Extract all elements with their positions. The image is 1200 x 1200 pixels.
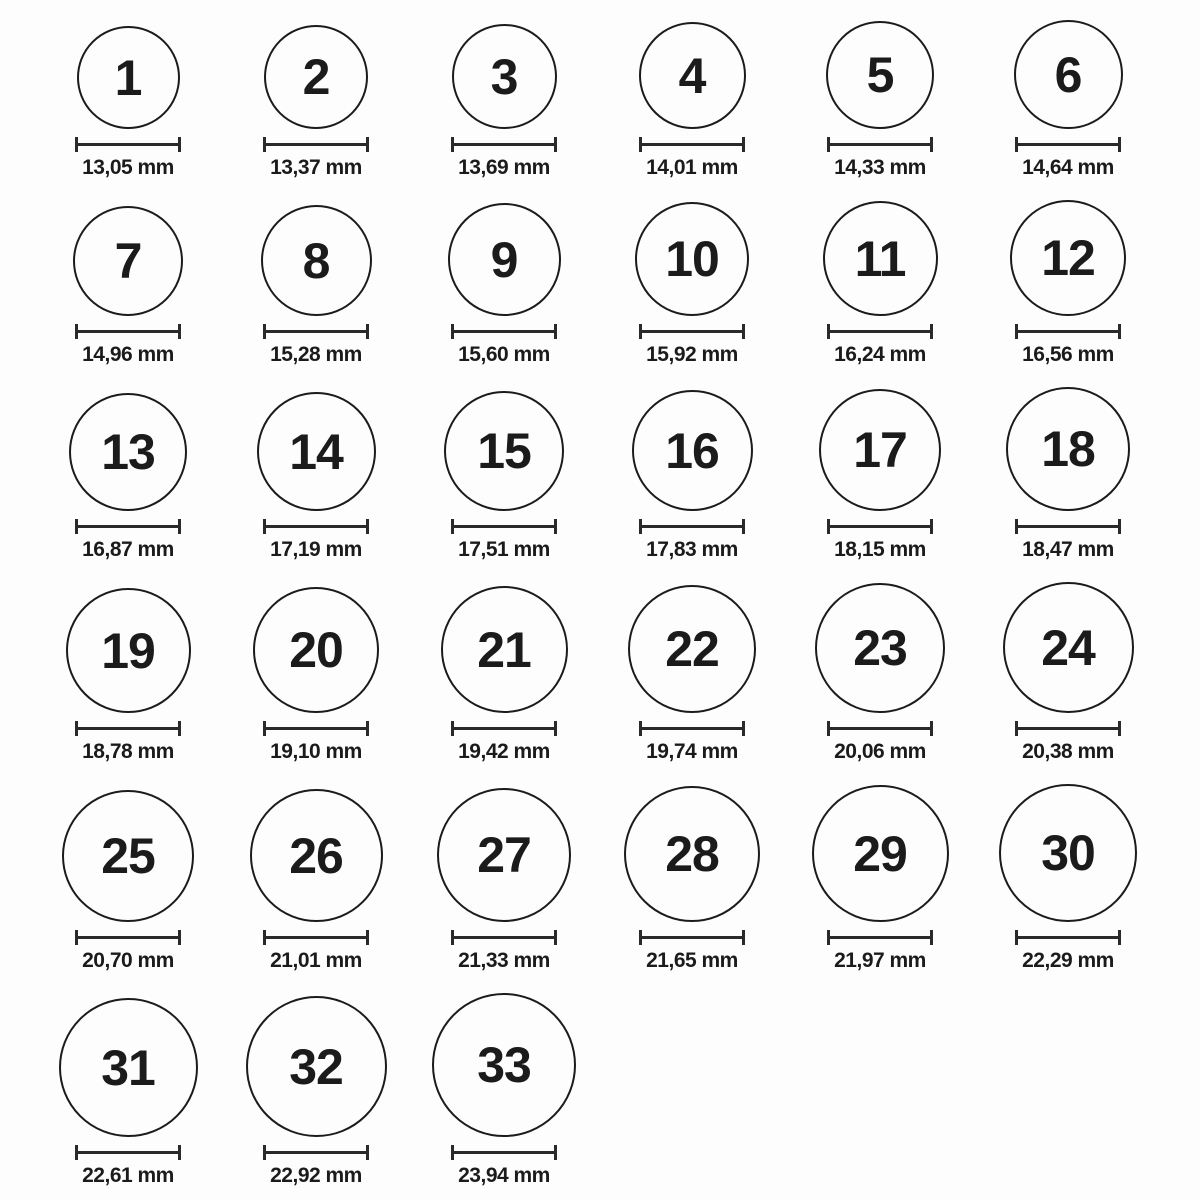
ring-size-cell xyxy=(34,588,222,764)
diameter-label: 18,78 mm xyxy=(82,740,174,763)
ring-size-cell xyxy=(34,26,222,180)
ring-circle xyxy=(250,789,383,922)
ring-size-number: 25 xyxy=(101,828,155,884)
ring-size-number: 12 xyxy=(1041,230,1095,286)
diameter-measure-line xyxy=(451,721,557,736)
measure-endcap-right-icon xyxy=(554,137,557,152)
ring-size-number: 6 xyxy=(1054,46,1082,103)
measure-endcap-right-icon xyxy=(1118,721,1121,736)
diameter-label: 15,60 mm xyxy=(458,343,550,366)
ring-size-cell xyxy=(786,583,974,764)
measure-bar xyxy=(454,330,554,333)
measure-bar xyxy=(78,330,178,333)
diameter-measure-line xyxy=(263,1145,369,1160)
ring-size-number: 4 xyxy=(678,47,706,104)
ring-size-number: 9 xyxy=(490,231,518,288)
ring-size-number: 30 xyxy=(1041,825,1095,881)
diameter-measure-line xyxy=(451,1145,557,1160)
ring-circle xyxy=(1014,20,1123,129)
ring-size-cell xyxy=(222,392,410,562)
measure-endcap-right-icon xyxy=(178,137,181,152)
ring-size-cell xyxy=(786,785,974,973)
diameter-label: 13,69 mm xyxy=(458,156,550,179)
measure-endcap-right-icon xyxy=(366,324,369,339)
measure-endcap-right-icon xyxy=(366,930,369,945)
ring-size-cell xyxy=(410,203,598,367)
measure-bar xyxy=(454,1151,554,1154)
measure-endcap-right-icon xyxy=(930,721,933,736)
measure-bar xyxy=(830,330,930,333)
ring-size-cell xyxy=(34,790,222,973)
diameter-measure-line xyxy=(75,721,181,736)
diameter-measure-line xyxy=(827,324,933,339)
ring-circle xyxy=(999,784,1137,922)
measure-bar xyxy=(642,143,742,146)
diameter-label: 21,01 mm xyxy=(270,949,362,972)
measure-endcap-right-icon xyxy=(178,930,181,945)
ring-circle xyxy=(1006,387,1130,511)
measure-bar xyxy=(78,143,178,146)
diameter-measure-line xyxy=(263,930,369,945)
measure-endcap-right-icon xyxy=(554,1145,557,1160)
diameter-label: 15,28 mm xyxy=(270,343,362,366)
ring-size-number: 14 xyxy=(289,423,343,480)
ring-circle xyxy=(66,588,191,713)
ring-circle xyxy=(1010,200,1126,316)
measure-endcap-right-icon xyxy=(366,519,369,534)
ring-size-cell xyxy=(598,786,786,973)
diameter-measure-line xyxy=(1015,721,1121,736)
ring-circle xyxy=(1003,582,1134,713)
measure-bar xyxy=(266,727,366,730)
measure-bar xyxy=(642,936,742,939)
ring-size-cell xyxy=(222,587,410,764)
diameter-measure-line xyxy=(639,324,745,339)
ring-circle xyxy=(73,206,183,316)
measure-bar xyxy=(1018,143,1118,146)
diameter-label: 21,33 mm xyxy=(458,949,550,972)
ring-size-number: 15 xyxy=(477,423,531,479)
measure-bar xyxy=(454,525,554,528)
diameter-label: 15,92 mm xyxy=(646,343,738,366)
measure-endcap-right-icon xyxy=(366,1145,369,1160)
ring-circle xyxy=(639,22,746,129)
ring-size-cell xyxy=(974,582,1162,764)
diameter-measure-line xyxy=(263,721,369,736)
ring-circle xyxy=(246,996,387,1137)
ring-circle xyxy=(69,393,187,511)
ring-size-cell xyxy=(598,22,786,180)
diameter-label: 20,38 mm xyxy=(1022,740,1114,763)
measure-bar xyxy=(830,143,930,146)
ring-size-number: 26 xyxy=(289,827,343,884)
ring-size-number: 20 xyxy=(289,622,343,678)
diameter-measure-line xyxy=(451,324,557,339)
ring-circle xyxy=(815,583,945,713)
measure-endcap-right-icon xyxy=(1118,519,1121,534)
diameter-label: 14,01 mm xyxy=(646,156,738,179)
chart-row xyxy=(34,387,1200,562)
measure-endcap-right-icon xyxy=(178,324,181,339)
measure-bar xyxy=(454,727,554,730)
diameter-measure-line xyxy=(827,930,933,945)
ring-circle xyxy=(448,203,561,316)
chart-row xyxy=(34,20,1200,180)
diameter-label: 20,06 mm xyxy=(834,740,926,763)
ring-circle xyxy=(62,790,194,922)
ring-size-number: 29 xyxy=(853,825,907,882)
measure-endcap-right-icon xyxy=(554,324,557,339)
diameter-measure-line xyxy=(639,721,745,736)
diameter-measure-line xyxy=(75,137,181,152)
ring-size-cell xyxy=(222,789,410,973)
ring-circle xyxy=(441,586,568,713)
diameter-label: 18,47 mm xyxy=(1022,538,1114,561)
ring-circle xyxy=(632,390,753,511)
ring-size-number: 5 xyxy=(866,47,894,103)
ring-size-cell xyxy=(410,993,598,1188)
chart-row xyxy=(34,200,1200,367)
measure-endcap-right-icon xyxy=(742,519,745,534)
measure-endcap-right-icon xyxy=(178,519,181,534)
measure-endcap-right-icon xyxy=(366,721,369,736)
diameter-label: 13,37 mm xyxy=(270,156,362,179)
ring-circle xyxy=(432,993,576,1137)
measure-bar xyxy=(642,525,742,528)
diameter-label: 21,97 mm xyxy=(834,949,926,972)
diameter-label: 22,29 mm xyxy=(1022,949,1114,972)
measure-endcap-right-icon xyxy=(1118,324,1121,339)
diameter-label: 19,42 mm xyxy=(458,740,550,763)
ring-size-cell xyxy=(974,784,1162,973)
diameter-measure-line xyxy=(827,721,933,736)
measure-bar xyxy=(266,1151,366,1154)
measure-endcap-right-icon xyxy=(554,930,557,945)
diameter-label: 14,33 mm xyxy=(834,156,926,179)
measure-endcap-right-icon xyxy=(930,930,933,945)
diameter-measure-line xyxy=(1015,930,1121,945)
measure-endcap-right-icon xyxy=(1118,930,1121,945)
diameter-measure-line xyxy=(263,324,369,339)
diameter-measure-line xyxy=(639,930,745,945)
chart-row xyxy=(34,784,1200,973)
ring-size-number: 24 xyxy=(1041,619,1095,676)
diameter-label: 16,24 mm xyxy=(834,343,926,366)
measure-endcap-right-icon xyxy=(742,137,745,152)
measure-endcap-right-icon xyxy=(554,519,557,534)
measure-endcap-right-icon xyxy=(742,930,745,945)
ring-size-number: 17 xyxy=(853,422,907,478)
measure-bar xyxy=(266,936,366,939)
diameter-measure-line xyxy=(263,137,369,152)
ring-size-cell xyxy=(410,24,598,180)
measure-endcap-right-icon xyxy=(178,1145,181,1160)
measure-bar xyxy=(454,143,554,146)
measure-endcap-right-icon xyxy=(554,721,557,736)
ring-size-cell xyxy=(974,20,1162,180)
diameter-label: 19,74 mm xyxy=(646,740,738,763)
measure-bar xyxy=(830,727,930,730)
measure-endcap-right-icon xyxy=(930,324,933,339)
diameter-label: 20,70 mm xyxy=(82,949,174,972)
diameter-label: 23,94 mm xyxy=(458,1164,550,1187)
ring-size-number: 13 xyxy=(101,424,155,480)
ring-size-cell xyxy=(34,206,222,367)
diameter-measure-line xyxy=(451,137,557,152)
diameter-label: 17,83 mm xyxy=(646,538,738,561)
measure-bar xyxy=(642,727,742,730)
diameter-measure-line xyxy=(75,1145,181,1160)
diameter-measure-line xyxy=(1015,519,1121,534)
measure-endcap-right-icon xyxy=(1118,137,1121,152)
measure-bar xyxy=(830,936,930,939)
ring-size-cell xyxy=(598,202,786,367)
diameter-measure-line xyxy=(75,930,181,945)
measure-bar xyxy=(78,525,178,528)
measure-bar xyxy=(1018,936,1118,939)
ring-size-number: 1 xyxy=(114,49,142,106)
ring-size-number: 10 xyxy=(665,231,719,287)
measure-bar xyxy=(78,727,178,730)
measure-bar xyxy=(266,525,366,528)
ring-size-cell xyxy=(34,998,222,1188)
measure-endcap-right-icon xyxy=(930,137,933,152)
measure-endcap-right-icon xyxy=(366,137,369,152)
diameter-label: 22,61 mm xyxy=(82,1164,174,1187)
measure-endcap-right-icon xyxy=(742,324,745,339)
ring-size-cell xyxy=(974,200,1162,367)
diameter-label: 22,92 mm xyxy=(270,1164,362,1187)
diameter-measure-line xyxy=(451,519,557,534)
ring-size-number: 8 xyxy=(302,232,330,289)
diameter-measure-line xyxy=(827,137,933,152)
chart-row xyxy=(34,582,1200,764)
ring-circle xyxy=(253,587,379,713)
ring-size-number: 27 xyxy=(477,827,531,883)
ring-size-number: 28 xyxy=(665,826,719,882)
diameter-label: 14,96 mm xyxy=(82,343,174,366)
ring-size-number: 7 xyxy=(114,233,142,289)
diameter-measure-line xyxy=(75,324,181,339)
ring-circle xyxy=(819,389,941,511)
ring-circle xyxy=(59,998,198,1137)
measure-bar xyxy=(830,525,930,528)
ring-size-cell xyxy=(410,788,598,973)
ring-size-cell xyxy=(786,389,974,562)
ring-size-number: 22 xyxy=(665,621,719,677)
diameter-label: 18,15 mm xyxy=(834,538,926,561)
measure-bar xyxy=(266,330,366,333)
diameter-measure-line xyxy=(639,137,745,152)
ring-size-cell xyxy=(786,201,974,367)
measure-bar xyxy=(266,143,366,146)
measure-bar xyxy=(1018,727,1118,730)
ring-size-number: 2 xyxy=(302,49,330,105)
ring-size-number: 18 xyxy=(1041,421,1095,477)
measure-bar xyxy=(1018,525,1118,528)
measure-endcap-right-icon xyxy=(178,721,181,736)
measure-bar xyxy=(78,1151,178,1154)
measure-endcap-right-icon xyxy=(930,519,933,534)
diameter-label: 13,05 mm xyxy=(82,156,174,179)
ring-circle xyxy=(823,201,938,316)
diameter-label: 14,64 mm xyxy=(1022,156,1114,179)
measure-endcap-right-icon xyxy=(742,721,745,736)
ring-circle xyxy=(437,788,571,922)
ring-size-cell xyxy=(222,205,410,367)
ring-size-number: 19 xyxy=(101,622,155,679)
ring-circle xyxy=(257,392,376,511)
ring-circle xyxy=(261,205,372,316)
diameter-label: 16,56 mm xyxy=(1022,343,1114,366)
ring-circle xyxy=(624,786,760,922)
ring-size-cell xyxy=(34,393,222,562)
ring-size-cell xyxy=(222,996,410,1188)
ring-circle xyxy=(826,21,934,129)
ring-size-cell xyxy=(974,387,1162,562)
ring-circle xyxy=(635,202,749,316)
ring-size-number: 16 xyxy=(665,422,719,479)
chart-row xyxy=(34,993,1200,1188)
measure-bar xyxy=(1018,330,1118,333)
ring-size-number: 33 xyxy=(477,1037,531,1093)
diameter-label: 16,87 mm xyxy=(82,538,174,561)
ring-size-cell xyxy=(786,21,974,180)
ring-circle xyxy=(628,585,756,713)
ring-size-cell xyxy=(410,586,598,764)
diameter-label: 17,51 mm xyxy=(458,538,550,561)
ring-size-number: 3 xyxy=(490,48,518,105)
diameter-measure-line xyxy=(263,519,369,534)
ring-circle xyxy=(812,785,949,922)
ring-size-cell xyxy=(410,391,598,562)
diameter-measure-line xyxy=(75,519,181,534)
diameter-measure-line xyxy=(1015,137,1121,152)
measure-bar xyxy=(78,936,178,939)
ring-circle xyxy=(444,391,564,511)
ring-size-number: 21 xyxy=(477,621,531,678)
ring-circle xyxy=(77,26,180,129)
diameter-label: 21,65 mm xyxy=(646,949,738,972)
ring-circle xyxy=(264,25,368,129)
ring-size-cell xyxy=(222,25,410,180)
diameter-measure-line xyxy=(827,519,933,534)
ring-size-cell xyxy=(598,585,786,764)
diameter-measure-line xyxy=(639,519,745,534)
diameter-label: 19,10 mm xyxy=(270,740,362,763)
ring-circle xyxy=(452,24,557,129)
diameter-label: 17,19 mm xyxy=(270,538,362,561)
diameter-measure-line xyxy=(451,930,557,945)
ring-size-number: 23 xyxy=(853,620,907,676)
ring-size-cell xyxy=(598,390,786,562)
ring-size-number: 32 xyxy=(289,1038,343,1095)
measure-bar xyxy=(454,936,554,939)
measure-bar xyxy=(642,330,742,333)
diameter-measure-line xyxy=(1015,324,1121,339)
ring-size-number: 31 xyxy=(101,1039,155,1096)
ring-size-number: 11 xyxy=(854,230,906,287)
